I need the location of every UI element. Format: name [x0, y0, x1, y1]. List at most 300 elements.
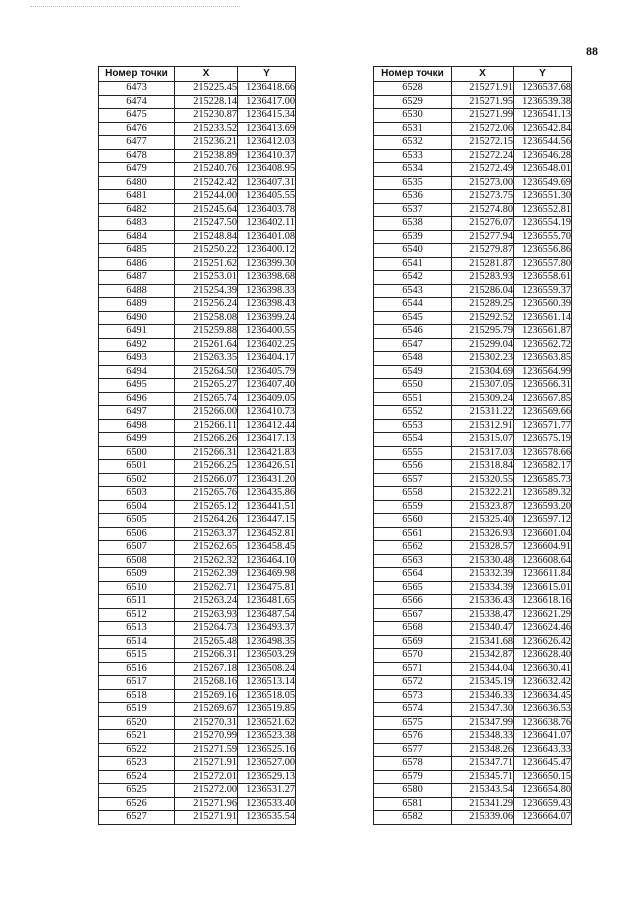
- cell-point-number: 6577: [374, 743, 452, 757]
- cell-x: 215244.00: [175, 190, 238, 204]
- table-row: [99, 635, 296, 649]
- table-row: [374, 109, 572, 123]
- cell-y: 1236659.43: [514, 797, 572, 811]
- cell-y: 1236469.98: [238, 568, 296, 582]
- table-row: [374, 487, 572, 501]
- cell-x: 215262.65: [175, 541, 238, 555]
- page-number: 88: [586, 44, 598, 58]
- cell-y: 1236398.43: [238, 298, 296, 312]
- cell-y: 1236493.37: [238, 622, 296, 636]
- table-row: [99, 203, 296, 217]
- header-y: Y: [514, 67, 572, 82]
- header-y: Y: [238, 67, 296, 82]
- cell-y: 1236593.20: [514, 500, 572, 514]
- cell-point-number: 6504: [99, 500, 175, 514]
- cell-point-number: 6534: [374, 163, 452, 177]
- cell-point-number: 6582: [374, 811, 452, 825]
- cell-point-number: 6522: [99, 743, 175, 757]
- cell-y: 1236601.04: [514, 527, 572, 541]
- coordinates-table-left: [98, 66, 296, 825]
- cell-x: 215322.21: [452, 487, 514, 501]
- table-row: [374, 527, 572, 541]
- cell-x: 215295.79: [452, 325, 514, 339]
- cell-y: 1236611.84: [514, 568, 572, 582]
- table-row: [374, 176, 572, 190]
- cell-y: 1236405.79: [238, 365, 296, 379]
- cell-point-number: 6487: [99, 271, 175, 285]
- cell-point-number: 6488: [99, 284, 175, 298]
- cell-x: 215225.45: [175, 82, 238, 96]
- cell-y: 1236624.46: [514, 622, 572, 636]
- cell-point-number: 6490: [99, 311, 175, 325]
- cell-point-number: 6486: [99, 257, 175, 271]
- cell-y: 1236650.15: [514, 770, 572, 784]
- table-row: [374, 284, 572, 298]
- cell-point-number: 6521: [99, 730, 175, 744]
- cell-x: 215262.32: [175, 554, 238, 568]
- cell-y: 1236555.70: [514, 230, 572, 244]
- cell-point-number: 6519: [99, 703, 175, 717]
- cell-x: 215326.93: [452, 527, 514, 541]
- cell-point-number: 6514: [99, 635, 175, 649]
- table-row: [99, 608, 296, 622]
- table-row: [374, 325, 572, 339]
- cell-point-number: 6483: [99, 217, 175, 231]
- table-row: [374, 581, 572, 595]
- cell-point-number: 6516: [99, 662, 175, 676]
- cell-x: 215344.04: [452, 662, 514, 676]
- cell-x: 215277.94: [452, 230, 514, 244]
- cell-point-number: 6551: [374, 392, 452, 406]
- cell-x: 215346.33: [452, 689, 514, 703]
- cell-point-number: 6501: [99, 460, 175, 474]
- cell-x: 215328.57: [452, 541, 514, 555]
- cell-x: 215273.75: [452, 190, 514, 204]
- cell-y: 1236405.55: [238, 190, 296, 204]
- cell-point-number: 6496: [99, 392, 175, 406]
- table-row: [99, 541, 296, 555]
- cell-x: 215340.47: [452, 622, 514, 636]
- cell-y: 1236398.33: [238, 284, 296, 298]
- cell-point-number: 6562: [374, 541, 452, 555]
- table-row: [99, 217, 296, 231]
- cell-x: 215339.06: [452, 811, 514, 825]
- table-row: [99, 473, 296, 487]
- cell-point-number: 6574: [374, 703, 452, 717]
- table-row: [99, 716, 296, 730]
- cell-point-number: 6503: [99, 487, 175, 501]
- table-body-right: [374, 82, 572, 825]
- cell-x: 215266.11: [175, 419, 238, 433]
- cell-point-number: 6533: [374, 149, 452, 163]
- table-row: [374, 716, 572, 730]
- table-row: [374, 743, 572, 757]
- cell-point-number: 6538: [374, 217, 452, 231]
- cell-point-number: 6575: [374, 716, 452, 730]
- cell-x: 215265.12: [175, 500, 238, 514]
- cell-point-number: 6500: [99, 446, 175, 460]
- table-row: [374, 568, 572, 582]
- cell-y: 1236413.69: [238, 122, 296, 136]
- cell-y: 1236399.24: [238, 311, 296, 325]
- table-row: [99, 784, 296, 798]
- cell-x: 215269.67: [175, 703, 238, 717]
- cell-y: 1236563.85: [514, 352, 572, 366]
- cell-point-number: 6565: [374, 581, 452, 595]
- table-row: [99, 689, 296, 703]
- cell-x: 215266.31: [175, 446, 238, 460]
- cell-y: 1236562.72: [514, 338, 572, 352]
- cell-point-number: 6566: [374, 595, 452, 609]
- table-row: [374, 230, 572, 244]
- cell-x: 215263.93: [175, 608, 238, 622]
- cell-x: 215315.07: [452, 433, 514, 447]
- cell-y: 1236399.30: [238, 257, 296, 271]
- table-row: [99, 244, 296, 258]
- cell-x: 215343.54: [452, 784, 514, 798]
- cell-point-number: 6499: [99, 433, 175, 447]
- cell-x: 215266.07: [175, 473, 238, 487]
- table-row: [99, 325, 296, 339]
- cell-y: 1236412.44: [238, 419, 296, 433]
- table-row: [374, 811, 572, 825]
- cell-y: 1236452.81: [238, 527, 296, 541]
- cell-y: 1236564.99: [514, 365, 572, 379]
- cell-point-number: 6536: [374, 190, 452, 204]
- cell-point-number: 6540: [374, 244, 452, 258]
- cell-point-number: 6473: [99, 82, 175, 96]
- cell-x: 215348.33: [452, 730, 514, 744]
- table-row: [99, 163, 296, 177]
- cell-x: 215266.00: [175, 406, 238, 420]
- table-row: [374, 635, 572, 649]
- table-row: [99, 298, 296, 312]
- cell-y: 1236537.68: [514, 82, 572, 96]
- cell-y: 1236417.13: [238, 433, 296, 447]
- cell-x: 215332.39: [452, 568, 514, 582]
- cell-x: 215250.22: [175, 244, 238, 258]
- cell-x: 215272.24: [452, 149, 514, 163]
- cell-point-number: 6568: [374, 622, 452, 636]
- cell-x: 215266.31: [175, 649, 238, 663]
- table-row: [99, 811, 296, 825]
- cell-x: 215248.84: [175, 230, 238, 244]
- table-row: [99, 338, 296, 352]
- cell-y: 1236535.54: [238, 811, 296, 825]
- cell-y: 1236435.86: [238, 487, 296, 501]
- cell-y: 1236608.64: [514, 554, 572, 568]
- cell-x: 215258.08: [175, 311, 238, 325]
- cell-point-number: 6481: [99, 190, 175, 204]
- cell-x: 215233.52: [175, 122, 238, 136]
- table-row: [99, 433, 296, 447]
- table-row: [99, 446, 296, 460]
- cell-point-number: 6546: [374, 325, 452, 339]
- cell-point-number: 6558: [374, 487, 452, 501]
- cell-x: 215323.87: [452, 500, 514, 514]
- cell-point-number: 6479: [99, 163, 175, 177]
- cell-x: 215271.96: [175, 797, 238, 811]
- cell-point-number: 6578: [374, 757, 452, 771]
- cell-y: 1236398.68: [238, 271, 296, 285]
- table-row: [374, 365, 572, 379]
- cell-y: 1236634.45: [514, 689, 572, 703]
- cell-x: 215276.07: [452, 217, 514, 231]
- cell-x: 215238.89: [175, 149, 238, 163]
- cell-point-number: 6482: [99, 203, 175, 217]
- cell-point-number: 6511: [99, 595, 175, 609]
- cell-y: 1236632.42: [514, 676, 572, 690]
- cell-point-number: 6523: [99, 757, 175, 771]
- cell-y: 1236585.73: [514, 473, 572, 487]
- cell-x: 215256.24: [175, 298, 238, 312]
- cell-x: 215334.39: [452, 581, 514, 595]
- table-row: [374, 541, 572, 555]
- cell-x: 215236.21: [175, 136, 238, 150]
- cell-x: 215265.48: [175, 635, 238, 649]
- table-row: [99, 190, 296, 204]
- cell-x: 215251.62: [175, 257, 238, 271]
- table-row: [99, 136, 296, 150]
- table-row: [99, 109, 296, 123]
- table-row: [99, 379, 296, 393]
- table-row: [374, 446, 572, 460]
- cell-x: 215286.04: [452, 284, 514, 298]
- cell-y: 1236458.45: [238, 541, 296, 555]
- table-row: [99, 527, 296, 541]
- table-row: [374, 622, 572, 636]
- cell-x: 215271.95: [452, 95, 514, 109]
- cell-y: 1236567.85: [514, 392, 572, 406]
- cell-point-number: 6474: [99, 95, 175, 109]
- cell-x: 215341.29: [452, 797, 514, 811]
- table-row: [99, 365, 296, 379]
- table-row: [374, 82, 572, 96]
- cell-x: 215261.64: [175, 338, 238, 352]
- cell-point-number: 6580: [374, 784, 452, 798]
- cell-point-number: 6506: [99, 527, 175, 541]
- cell-point-number: 6526: [99, 797, 175, 811]
- table-row: [374, 149, 572, 163]
- cell-y: 1236401.08: [238, 230, 296, 244]
- cell-y: 1236475.81: [238, 581, 296, 595]
- table-row: [374, 689, 572, 703]
- cell-y: 1236409.05: [238, 392, 296, 406]
- cell-y: 1236544.56: [514, 136, 572, 150]
- cell-x: 215271.91: [175, 757, 238, 771]
- cell-x: 215263.37: [175, 527, 238, 541]
- cell-point-number: 6535: [374, 176, 452, 190]
- cell-y: 1236417.00: [238, 95, 296, 109]
- table-row: [374, 122, 572, 136]
- cell-point-number: 6515: [99, 649, 175, 663]
- cell-point-number: 6545: [374, 311, 452, 325]
- cell-y: 1236548.01: [514, 163, 572, 177]
- table-row: [374, 514, 572, 528]
- cell-x: 215318.84: [452, 460, 514, 474]
- cell-x: 215281.87: [452, 257, 514, 271]
- table-row: [99, 743, 296, 757]
- table-row: [99, 271, 296, 285]
- cell-y: 1236410.37: [238, 149, 296, 163]
- table-row: [374, 595, 572, 609]
- cell-y: 1236404.17: [238, 352, 296, 366]
- cell-x: 215292.52: [452, 311, 514, 325]
- cell-y: 1236626.42: [514, 635, 572, 649]
- cell-point-number: 6579: [374, 770, 452, 784]
- table-row: [99, 406, 296, 420]
- cell-x: 215279.87: [452, 244, 514, 258]
- cell-y: 1236533.40: [238, 797, 296, 811]
- cell-point-number: 6525: [99, 784, 175, 798]
- cell-y: 1236418.66: [238, 82, 296, 96]
- cell-x: 215253.01: [175, 271, 238, 285]
- header-point-number: Номер точки: [374, 67, 452, 82]
- cell-point-number: 6480: [99, 176, 175, 190]
- cell-y: 1236441.51: [238, 500, 296, 514]
- table-row: [374, 473, 572, 487]
- table-row: [99, 703, 296, 717]
- cell-point-number: 6495: [99, 379, 175, 393]
- table-row: [99, 554, 296, 568]
- cell-point-number: 6512: [99, 608, 175, 622]
- cell-point-number: 6537: [374, 203, 452, 217]
- table-row: [374, 730, 572, 744]
- cell-point-number: 6573: [374, 689, 452, 703]
- table-header-row: [374, 67, 572, 82]
- cell-y: 1236426.51: [238, 460, 296, 474]
- table-row: [99, 581, 296, 595]
- cell-x: 215263.35: [175, 352, 238, 366]
- cell-y: 1236628.40: [514, 649, 572, 663]
- cell-x: 215345.19: [452, 676, 514, 690]
- cell-y: 1236513.14: [238, 676, 296, 690]
- cell-point-number: 6550: [374, 379, 452, 393]
- cell-x: 215272.49: [452, 163, 514, 177]
- cell-y: 1236400.55: [238, 325, 296, 339]
- cell-point-number: 6508: [99, 554, 175, 568]
- cell-y: 1236498.35: [238, 635, 296, 649]
- table-row: [374, 257, 572, 271]
- cell-x: 215267.18: [175, 662, 238, 676]
- cell-x: 215273.00: [452, 176, 514, 190]
- cell-x: 215264.26: [175, 514, 238, 528]
- table-row: [374, 311, 572, 325]
- cell-x: 215347.99: [452, 716, 514, 730]
- table-row: [374, 136, 572, 150]
- cell-y: 1236554.19: [514, 217, 572, 231]
- cell-y: 1236415.34: [238, 109, 296, 123]
- cell-x: 215348.26: [452, 743, 514, 757]
- table-row: [99, 487, 296, 501]
- cell-point-number: 6531: [374, 122, 452, 136]
- cell-x: 215341.68: [452, 635, 514, 649]
- cell-y: 1236569.66: [514, 406, 572, 420]
- cell-y: 1236464.10: [238, 554, 296, 568]
- cell-x: 215266.25: [175, 460, 238, 474]
- cell-point-number: 6513: [99, 622, 175, 636]
- cell-point-number: 6497: [99, 406, 175, 420]
- cell-point-number: 6569: [374, 635, 452, 649]
- coordinates-table-right: [373, 66, 572, 825]
- cell-point-number: 6477: [99, 136, 175, 150]
- table-row: [374, 703, 572, 717]
- cell-point-number: 6539: [374, 230, 452, 244]
- table-row: [99, 649, 296, 663]
- table-row: [374, 338, 572, 352]
- cell-x: 215265.27: [175, 379, 238, 393]
- cell-y: 1236521.62: [238, 716, 296, 730]
- cell-point-number: 6548: [374, 352, 452, 366]
- cell-x: 215270.31: [175, 716, 238, 730]
- cell-point-number: 6532: [374, 136, 452, 150]
- cell-point-number: 6528: [374, 82, 452, 96]
- cell-y: 1236597.12: [514, 514, 572, 528]
- cell-x: 215347.30: [452, 703, 514, 717]
- cell-x: 215264.50: [175, 365, 238, 379]
- cell-point-number: 6552: [374, 406, 452, 420]
- cell-y: 1236621.29: [514, 608, 572, 622]
- cell-point-number: 6571: [374, 662, 452, 676]
- cell-x: 215289.25: [452, 298, 514, 312]
- cell-y: 1236531.27: [238, 784, 296, 798]
- cell-x: 215299.04: [452, 338, 514, 352]
- cell-point-number: 6517: [99, 676, 175, 690]
- table-row: [99, 514, 296, 528]
- table-row: [99, 797, 296, 811]
- table-row: [99, 419, 296, 433]
- table-row: [374, 784, 572, 798]
- table-row: [374, 163, 572, 177]
- table-row: [99, 284, 296, 298]
- table-row: [374, 190, 572, 204]
- header-x: X: [175, 67, 238, 82]
- cell-x: 215330.48: [452, 554, 514, 568]
- table-row: [374, 649, 572, 663]
- cell-x: 215262.39: [175, 568, 238, 582]
- table-row: [374, 757, 572, 771]
- cell-y: 1236402.11: [238, 217, 296, 231]
- cell-y: 1236408.95: [238, 163, 296, 177]
- cell-y: 1236664.07: [514, 811, 572, 825]
- table-row: [99, 595, 296, 609]
- cell-y: 1236525.16: [238, 743, 296, 757]
- table-header-row: [99, 67, 296, 82]
- table-row: [99, 149, 296, 163]
- table-row: [374, 676, 572, 690]
- table-row: [99, 95, 296, 109]
- cell-y: 1236615.01: [514, 581, 572, 595]
- cell-x: 215307.05: [452, 379, 514, 393]
- cell-x: 215347.71: [452, 757, 514, 771]
- cell-x: 215302.23: [452, 352, 514, 366]
- cell-y: 1236546.28: [514, 149, 572, 163]
- cell-x: 215247.50: [175, 217, 238, 231]
- cell-point-number: 6510: [99, 581, 175, 595]
- cell-x: 215283.93: [452, 271, 514, 285]
- table-row: [99, 352, 296, 366]
- table-row: [374, 433, 572, 447]
- cell-x: 215311.22: [452, 406, 514, 420]
- cell-x: 215338.47: [452, 608, 514, 622]
- cell-x: 215259.88: [175, 325, 238, 339]
- cell-x: 215274.80: [452, 203, 514, 217]
- cell-y: 1236407.31: [238, 176, 296, 190]
- cell-x: 215272.00: [175, 784, 238, 798]
- cell-x: 215320.55: [452, 473, 514, 487]
- cell-point-number: 6542: [374, 271, 452, 285]
- cell-x: 215272.01: [175, 770, 238, 784]
